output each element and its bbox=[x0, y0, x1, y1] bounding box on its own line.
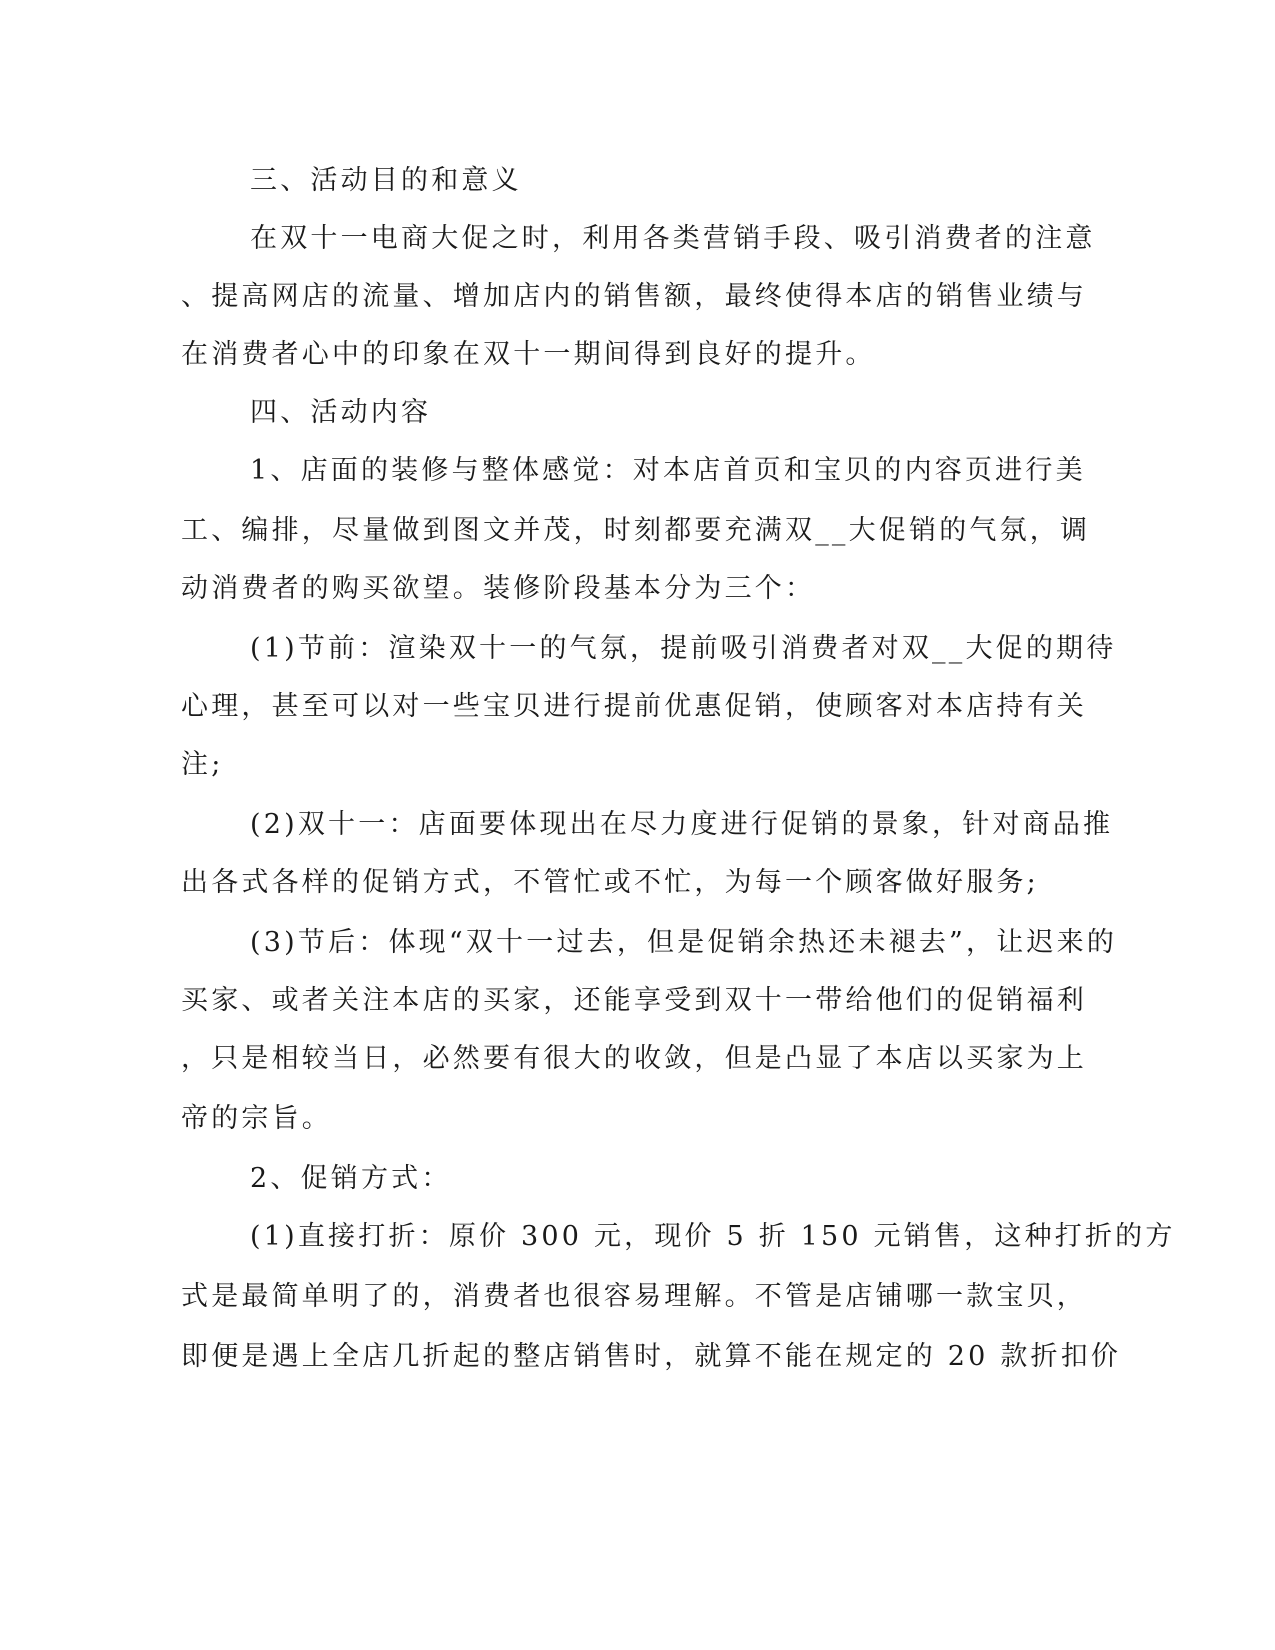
paragraph-line: 动消费者的购买欲望。装修阶段基本分为三个： bbox=[181, 573, 816, 604]
paragraph-line: 买家、或者关注本店的买家，还能享受到双十一带给他们的促销福利 bbox=[181, 985, 1087, 1016]
paragraph-line: 1、店面的装修与整体感觉：对本店首页和宝贝的内容页进行美 bbox=[250, 455, 1086, 486]
section-heading: 四、活动内容 bbox=[250, 397, 432, 428]
paragraph-line: (3)节后：体现“双十一过去，但是促销余热还未褪去”，让迟来的 bbox=[250, 927, 1118, 958]
paragraph-line: (2)双十一：店面要体现出在尽力度进行促销的景象，针对商品推 bbox=[250, 809, 1114, 840]
section-heading: 三、活动目的和意义 bbox=[250, 165, 522, 196]
paragraph-line: 心理，甚至可以对一些宝贝进行提前优惠促销，使顾客对本店持有关 bbox=[181, 691, 1087, 722]
paragraph-line: 工、编排，尽量做到图文并茂，时刻都要充满双__大促销的气氛，调 bbox=[181, 515, 1091, 546]
paragraph-line: 出各式各样的促销方式，不管忙或不忙，为每一个顾客做好服务; bbox=[181, 867, 1039, 898]
paragraph-line: 注; bbox=[181, 749, 224, 780]
paragraph-line: 式是最简单明了的，消费者也很容易理解。不管是店铺哪一款宝贝， bbox=[181, 1281, 1087, 1312]
paragraph-line: ，只是相较当日，必然要有很大的收敛，但是凸显了本店以买家为上 bbox=[181, 1043, 1087, 1074]
paragraph-line: 帝的宗旨。 bbox=[181, 1103, 332, 1134]
paragraph-line: 即便是遇上全店几折起的整店销售时，就算不能在规定的 20 款折扣价 bbox=[181, 1341, 1122, 1372]
paragraph-line: (1)节前：渲染双十一的气氛，提前吸引消费者对双__大促的期待 bbox=[250, 633, 1117, 664]
section-heading: 2、促销方式： bbox=[250, 1163, 452, 1194]
paragraph-line: 在消费者心中的印象在双十一期间得到良好的提升。 bbox=[181, 339, 876, 370]
paragraph-line: 、提高网店的流量、增加店内的销售额，最终使得本店的销售业绩与 bbox=[181, 281, 1087, 312]
paragraph-line: (1)直接打折：原价 300 元，现价 5 折 150 元销售，这种打折的方 bbox=[250, 1221, 1176, 1252]
paragraph-line: 在双十一电商大促之时，利用各类营销手段、吸引消费者的注意 bbox=[250, 223, 1096, 254]
